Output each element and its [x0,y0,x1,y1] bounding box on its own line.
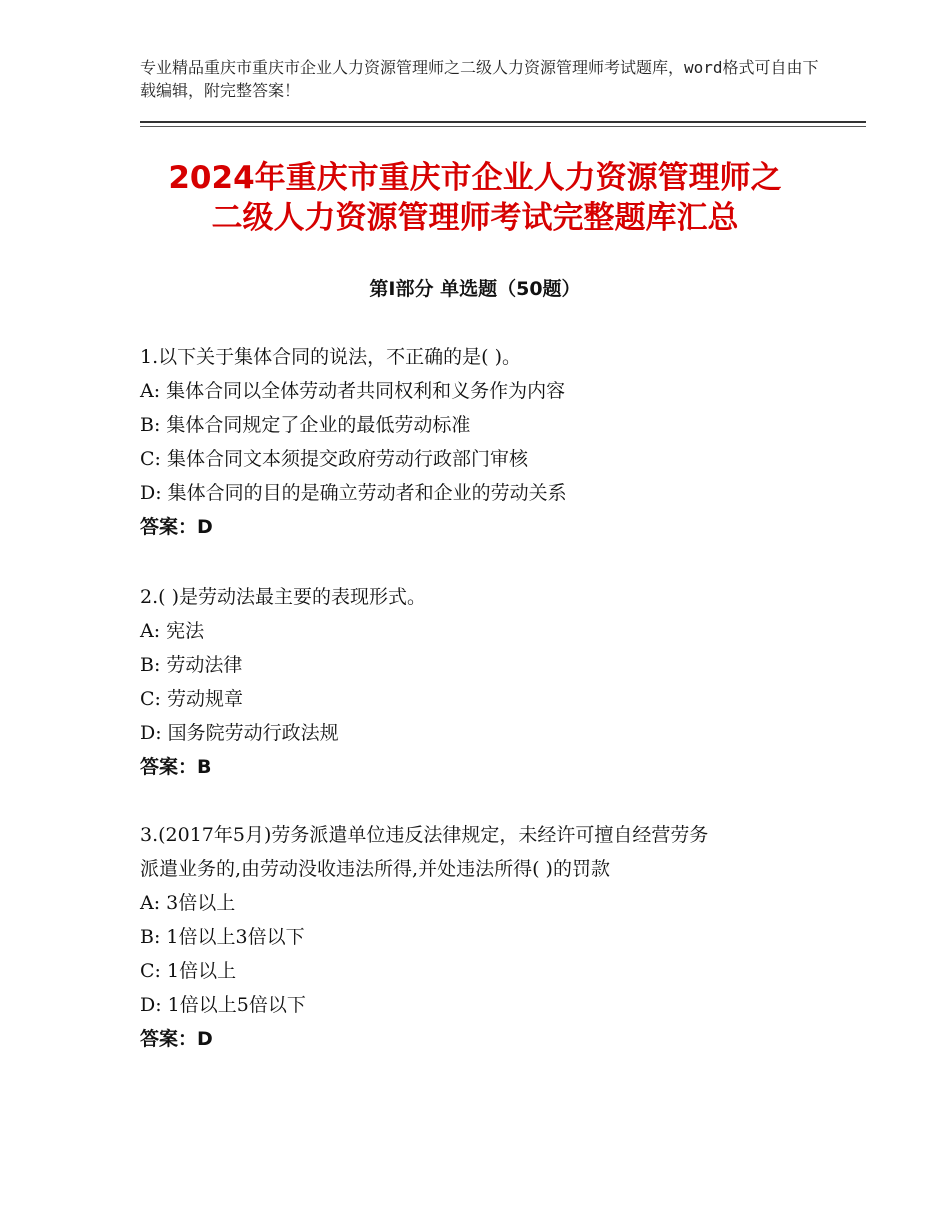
header-rule-thin [140,126,866,127]
option-d: D: 1倍以上5倍以下 [140,994,306,1016]
answer: 答案：D [140,1028,213,1050]
question-3 [140,818,840,1056]
question-stem: 3.(2017年5月)劳务派遣单位违反法律规定，未经许可擅自经营劳务 [140,824,709,846]
question-stem-continued: 派遣业务的,由劳动没收违法所得,并处违法所得( )的罚款 [140,858,610,880]
option-b: B: 集体合同规定了企业的最低劳动标准 [140,414,471,436]
title-line-2: 二级人力资源管理师考试完整题库汇总 [211,200,739,236]
answer: 答案：D [140,516,213,538]
question-1 [140,340,840,544]
header-rule-thick [140,121,866,123]
question-stem: 2.( )是劳动法最主要的表现形式。 [140,586,426,608]
section-heading: 第Ⅰ部分 单选题（50题） [369,278,581,300]
title-line-1: 2024年重庆市重庆市企业人力资源管理师之 [168,160,782,196]
option-b: B: 1倍以上3倍以下 [140,926,305,948]
option-c: C: 劳动规章 [140,688,243,710]
option-d: D: 集体合同的目的是确立劳动者和企业的劳动关系 [140,482,567,504]
option-c: C: 集体合同文本须提交政府劳动行政部门审核 [140,448,528,470]
question-2 [140,580,840,784]
header-note: 专业精品重庆市重庆市企业人力资源管理师之二级人力资源管理师考试题库，word格式可自由下载编辑，附完整答案！ [140,58,819,100]
option-a: A: 3倍以上 [140,892,236,914]
option-b: B: 劳动法律 [140,654,243,676]
option-d: D: 国务院劳动行政法规 [140,722,339,744]
question-stem: 1.以下关于集体合同的说法，不正确的是( )。 [140,346,521,368]
option-c: C: 1倍以上 [140,960,237,982]
option-a: A: 宪法 [140,620,205,642]
answer: 答案：B [140,756,212,778]
option-a: A: 集体合同以全体劳动者共同权利和义务作为内容 [140,380,566,402]
document-title [100,158,850,238]
